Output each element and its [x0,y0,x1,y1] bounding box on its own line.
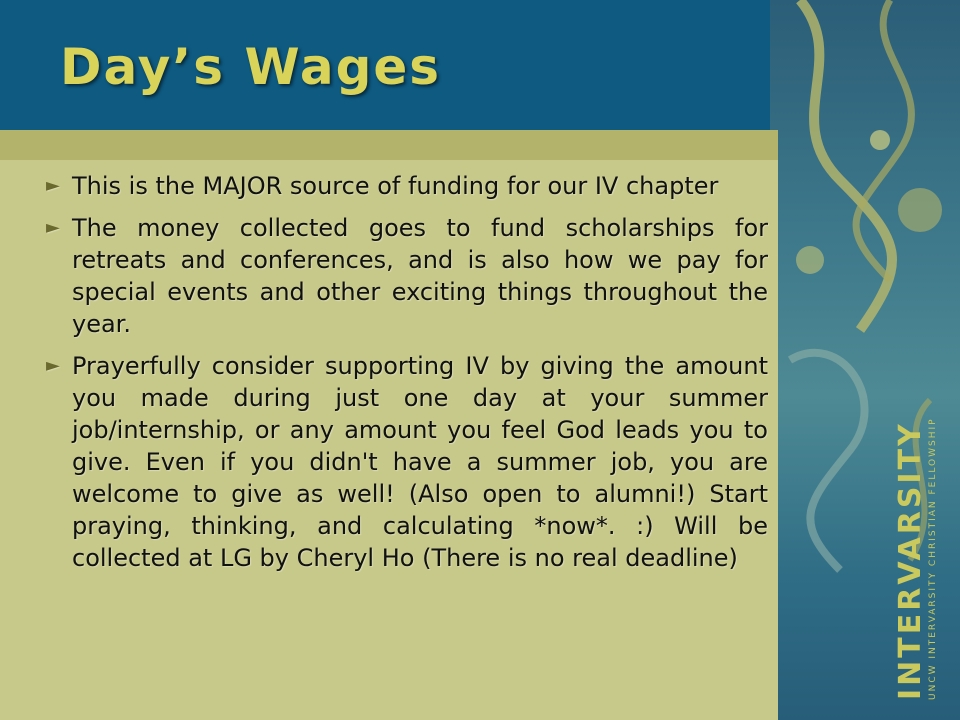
gold-accent-strip [0,130,778,160]
intervarsity-logo [895,417,939,700]
bullet-arrow-icon: ► [46,217,60,238]
bullet-item [44,170,768,202]
bullet-arrow-icon: ► [46,355,60,376]
bullet-item [44,212,768,340]
bullet-text: This is the MAJOR source of funding for our IV chapter [72,172,719,200]
bullet-text: Prayerfully consider supporting IV by giving the amount you made during just one day at your summer job/internship, or any amount you feel God leads you to give. Even if you didn't have a summer job, you are welcome to give as well! (Also open to alumni!) Start praying, thinking, and calculating *now*. :) Will be collected at LG by Cheryl Ho (There is no real deadline) [72,352,768,572]
slide-title: Day’s Wages [60,38,442,96]
bullet-text: The money collected goes to fund scholarships for retreats and conferences, and is also how we pay for special events and other exciting things throughout the year. [72,214,768,338]
bullet-arrow-icon: ► [46,175,60,196]
brand-name: INTERVARSITY [893,421,928,700]
bullet-item [44,350,768,574]
bullet-list [44,170,768,584]
brand-tagline: UNCW INTERVARSITY CHRISTIAN FELLOWSHIP [928,417,938,700]
